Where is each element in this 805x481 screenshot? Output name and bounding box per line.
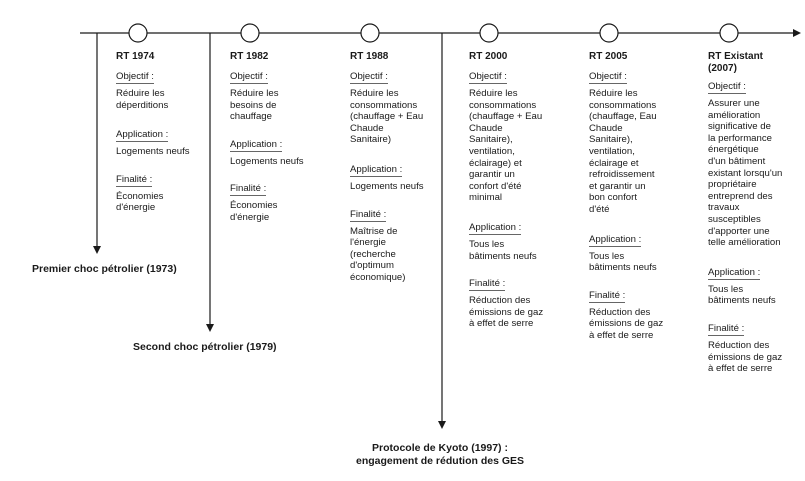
column-title: RT 2005 bbox=[589, 51, 628, 62]
finalite-label: Finalité : bbox=[589, 289, 626, 301]
application-text: Logements neufs bbox=[350, 180, 424, 192]
application-label: Application : bbox=[469, 221, 522, 233]
column-title: RT 2000 bbox=[469, 51, 508, 62]
application-label: Application : bbox=[350, 163, 403, 175]
objectif-label: Objectif : bbox=[116, 71, 154, 82]
milestone-rt2000 bbox=[480, 24, 498, 42]
objectif-label: Objectif : bbox=[230, 71, 268, 82]
objectif-text: Assurer une amélioration significative de la performance énergétique d'un bâtiment existant lorsqu'un propriétaire entreprend des travaux susceptibles d'apporter une telle amélioration bbox=[708, 98, 783, 249]
column-rt1988 bbox=[350, 51, 424, 284]
finalite-text: Réduction des émissions de gaz à effet de serre bbox=[589, 306, 664, 341]
column-rt2005 bbox=[589, 51, 663, 342]
objectif-label: Objectif : bbox=[589, 71, 627, 82]
application-text: Tous les bâtiments neufs bbox=[708, 283, 776, 307]
finalite-label: Finalité : bbox=[469, 278, 506, 290]
application-label: Application : bbox=[116, 129, 169, 141]
milestone-rt1988 bbox=[361, 24, 379, 42]
application-text: Logements neufs bbox=[116, 146, 190, 158]
finalite-text: Réduction des émissions de gaz à effet de serre bbox=[708, 339, 783, 375]
finalite-text: Maîtrise de l'énergie (recherche d'optimum économique) bbox=[350, 225, 406, 283]
event-protocole-kyoto: Protocole de Kyoto (1997) : engagement de rédution des GES bbox=[356, 442, 525, 467]
application-text: Tous les bâtiments neufs bbox=[469, 238, 537, 262]
finalite-label: Finalité : bbox=[350, 208, 387, 220]
column-title: RT Existant (2007) bbox=[708, 51, 764, 74]
objectif-label: Objectif : bbox=[469, 71, 507, 82]
milestone-rt2005 bbox=[600, 24, 618, 42]
application-text: Tous les bâtiments neufs bbox=[589, 250, 657, 274]
column-rt1982 bbox=[230, 51, 304, 224]
objectif-text: Réduire les besoins de chauffage bbox=[230, 88, 279, 123]
finalite-text: Économies d'énergie bbox=[116, 190, 164, 214]
column-title: RT 1974 bbox=[116, 51, 155, 62]
finalite-label: Finalité : bbox=[230, 183, 267, 195]
application-label: Application : bbox=[708, 266, 761, 278]
milestone-rt1982 bbox=[241, 24, 259, 42]
finalite-label: Finalité : bbox=[708, 322, 745, 334]
objectif-text: Réduire les déperditions bbox=[116, 88, 169, 111]
objectif-label: Objectif : bbox=[708, 81, 746, 92]
objectif-text: Réduire les consommations (chauffage + Eau Chaude Sanitaire), ventilation, éclairage) et garantir un confort d'été minimal bbox=[469, 88, 543, 204]
finalite-label: Finalité : bbox=[116, 173, 153, 185]
milestone-rt-existant bbox=[720, 24, 738, 42]
column-rt2000 bbox=[469, 51, 543, 330]
objectif-text: Réduire les consommations (chauffage, Eau Chaude Sanitaire), ventilation, éclairage et refroidissement et garantir un bon confort d'été bbox=[589, 88, 657, 215]
milestone-rt1974 bbox=[129, 24, 147, 42]
column-title: RT 1982 bbox=[230, 51, 269, 62]
objectif-label: Objectif : bbox=[350, 71, 388, 82]
application-label: Application : bbox=[589, 233, 642, 245]
event-premier-choc: Premier choc pétrolier (1973) bbox=[32, 263, 177, 275]
objectif-text: Réduire les consommations (chauffage + Eau Chaude Sanitaire) bbox=[350, 88, 424, 146]
finalite-text: Réduction des émissions de gaz à effet de serre bbox=[469, 295, 544, 330]
application-label: Application : bbox=[230, 138, 283, 150]
finalite-text: Économies d'énergie bbox=[230, 200, 278, 223]
column-rt-existant bbox=[708, 51, 782, 375]
column-rt1974 bbox=[116, 51, 190, 214]
event-second-choc: Second choc pétrolier (1979) bbox=[133, 341, 277, 353]
column-title: RT 1988 bbox=[350, 51, 389, 62]
application-text: Logements neufs bbox=[230, 155, 304, 167]
